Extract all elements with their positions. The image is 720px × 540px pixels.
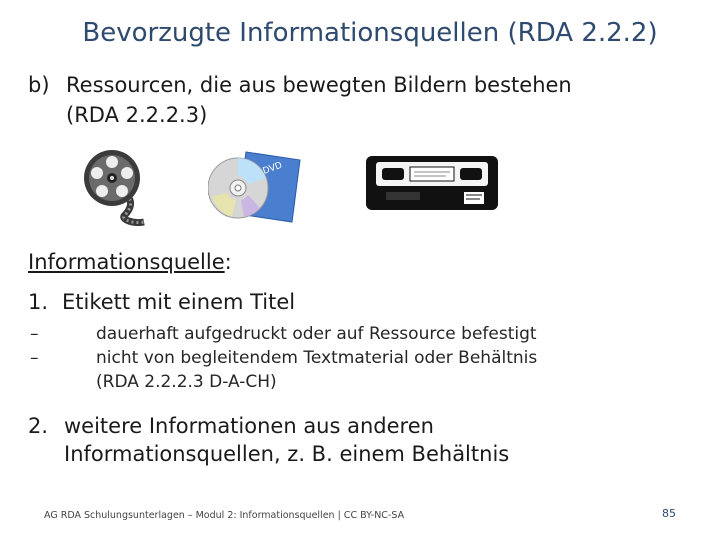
sub-list-item xyxy=(30,346,537,370)
vhs-cassette-icon xyxy=(364,154,500,212)
sub-list xyxy=(30,322,537,394)
list-number: 1. xyxy=(28,290,49,314)
media-images xyxy=(78,148,508,228)
sub-list-text: nicht von begleitendem Textmaterial oder Behältnis xyxy=(96,348,538,368)
list-item-2 xyxy=(28,412,509,468)
section-moving-images xyxy=(28,70,572,130)
slide-title: Bevorzugte Informationsquellen (RDA 2.2.2) xyxy=(82,18,658,48)
list-marker: b) xyxy=(28,73,50,97)
svg-text:DVD: DVD xyxy=(261,160,284,177)
list-item-1 xyxy=(28,288,295,316)
list-item-text: Etikett mit einem Titel xyxy=(62,290,296,314)
list-item-line1: weitere Informationen aus anderen xyxy=(64,414,434,438)
dash-bullet: – xyxy=(30,324,39,344)
info-source-colon: : xyxy=(224,250,232,274)
list-number: 2. xyxy=(28,414,49,438)
section-heading-line1: Ressourcen, die aus bewegten Bildern bestehen xyxy=(66,73,572,97)
sub-list-text: dauerhaft aufgedruckt oder auf Ressource befestigt xyxy=(96,324,537,344)
list-item-line2: Informationsquellen, z. B. einem Behältnis xyxy=(64,442,510,466)
sub-list-continuation: (RDA 2.2.2.3 D-A-CH) xyxy=(96,372,277,392)
page-number: 85 xyxy=(662,507,676,520)
dash-bullet: – xyxy=(30,348,39,368)
info-source-heading xyxy=(28,250,232,274)
info-source-label: Informationsquelle xyxy=(28,250,225,274)
dvd-icon xyxy=(208,150,304,224)
slide-footer: AG RDA Schulungsunterlagen – Modul 2: Informationsquellen | CC BY-NC-SA xyxy=(44,510,405,521)
section-heading-line2: (RDA 2.2.2.3) xyxy=(66,103,208,127)
sub-list-item xyxy=(30,322,537,346)
film-reel-icon xyxy=(78,148,154,226)
